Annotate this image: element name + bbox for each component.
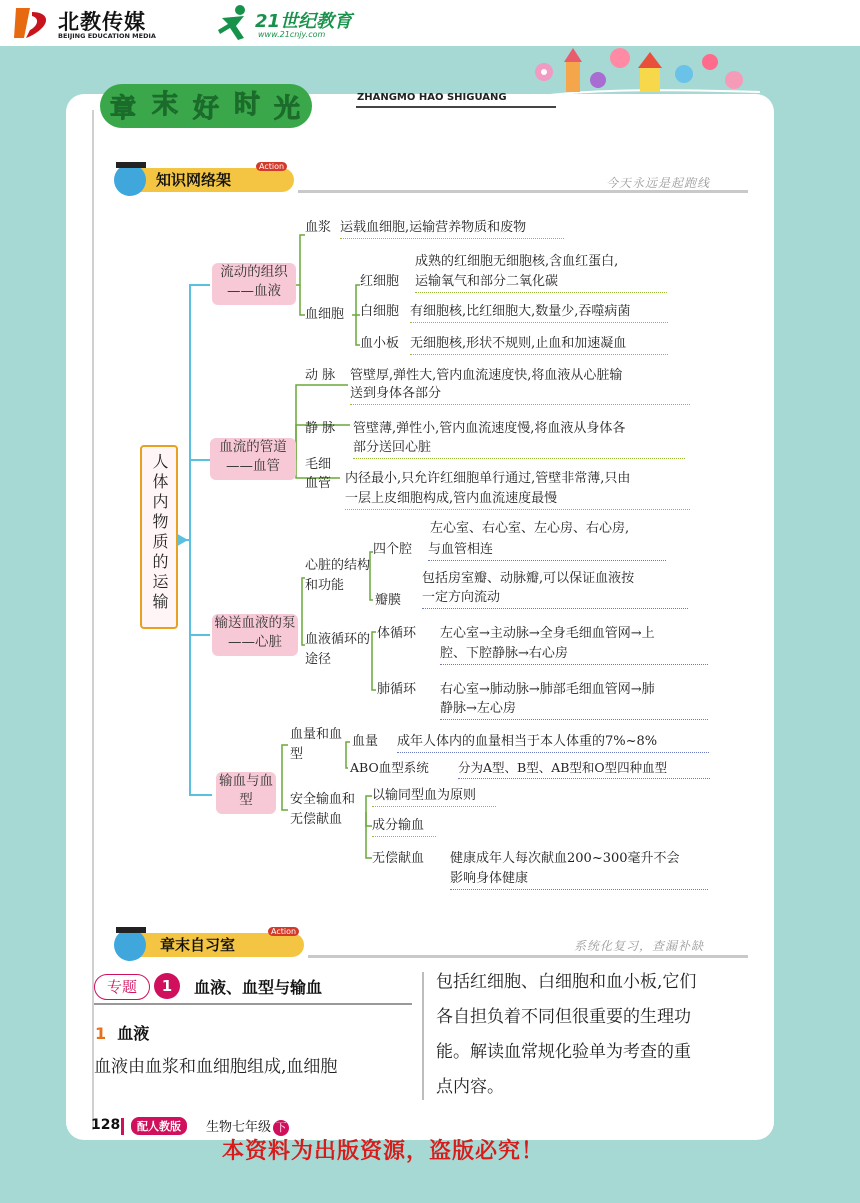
topic-rule — [94, 1003, 412, 1005]
topic-tag: 专题 — [94, 974, 150, 1000]
chapter-subtitle: ZHANGMO HAO SHIGUANG — [357, 92, 507, 103]
topic-header — [94, 973, 412, 1003]
section-selfstudy-rule — [308, 955, 748, 958]
volume-badge: 下 — [273, 1120, 289, 1136]
abo-key: ABO血型系统 — [350, 760, 429, 775]
valve-key: 瓣膜 — [375, 593, 402, 608]
topic-number: 1 — [154, 973, 180, 999]
section-selfstudy-motto: 系统化复习，查漏补缺 — [574, 939, 705, 953]
capillary-desc-1: 内径最小,只允许红细胞单行通过,管壁非常薄,只由 — [345, 471, 631, 486]
systemic-key: 体循环 — [377, 626, 417, 641]
capillary-desc-2: 一层上皮细胞构成,管内血流速度最慢 — [345, 489, 690, 510]
systemic-desc-2: 腔、下腔静脉→右心房 — [440, 644, 708, 665]
right-paragraph — [436, 965, 756, 1105]
subsection-heading — [95, 1021, 149, 1044]
mindmap-root-label: 人体内物质的运输 — [150, 453, 169, 613]
section-knowledge-label: 知识网络架 — [156, 171, 232, 189]
subsection-number: 1 — [95, 1024, 107, 1043]
section-knowledge-action: Action — [256, 162, 287, 171]
valve-desc-2: 一定方向流动 — [422, 588, 688, 609]
blood-volume-key: 血量 — [352, 734, 379, 749]
circulation-key: 血液循环的途径 — [305, 632, 371, 667]
vein-desc-1: 管壁薄,弹性小,管内血流速度慢,将血液从身体各 — [353, 421, 626, 436]
donation-key: 无偿献血 — [372, 851, 425, 866]
right-line-2: 各自担负着不同但很重要的生理功 — [436, 1007, 691, 1027]
capillary-key-1: 毛细 — [305, 457, 332, 472]
column-divider — [422, 972, 424, 1100]
chapter-title-char: 时 — [234, 90, 261, 120]
topic-title: 血液、血型与输血 — [194, 978, 323, 997]
rbc-desc-2: 运输氧气和部分二氧化碳 — [415, 272, 667, 293]
cavity-desc-2: 与血管相连 — [428, 540, 666, 561]
pulmonary-desc-1: 右心室→肺动脉→肺部毛细血管网→肺 — [440, 682, 655, 697]
logo-21cnjy-url: www.21cnjy.com — [258, 30, 326, 39]
section-selfstudy-header — [98, 927, 748, 959]
rbc-key: 红细胞 — [360, 274, 400, 289]
platelet-key: 血小板 — [360, 336, 400, 351]
pulmonary-key: 肺循环 — [377, 682, 417, 697]
logo-beijing-education-text: 北教传媒 — [58, 10, 146, 34]
plasma-desc: 运载血细胞,运输营养物质和废物 — [340, 218, 564, 239]
logo-beijing-education-en: BEIJING EDUCATION MEDIA — [58, 32, 156, 40]
platelet-desc: 无细胞核,形状不规则,止血和加速凝血 — [410, 334, 668, 355]
rbc-desc-1: 成熟的红细胞无细胞核,含血红蛋白, — [415, 254, 619, 269]
artery-key: 动 脉 — [305, 368, 336, 383]
book-name: 生物七年级 — [206, 1120, 272, 1135]
branch-transfusion: 输血与血型 — [216, 772, 276, 814]
safe-transfusion-desc: 以输同型血为原则 — [372, 786, 496, 807]
cavity-desc-1: 左心室、右心室、左心房、右心房, — [430, 521, 630, 536]
chapter-title-char: 末 — [152, 90, 179, 120]
branch-blood: 流动的组织——血液 — [212, 263, 296, 305]
book-title — [206, 1116, 289, 1136]
edition-badge: 配人教版 — [131, 1117, 187, 1135]
logo-21cnjy-text: 21世纪教育 — [255, 11, 353, 32]
wbc-key: 白细胞 — [360, 304, 400, 319]
section-selfstudy-action: Action — [268, 927, 299, 936]
systemic-desc-1: 左心室→主动脉→全身毛细血管网→上 — [440, 626, 655, 641]
blood-volume-desc: 成年人体内的血量相当于本人体重的7%~8% — [397, 732, 709, 753]
section-selfstudy-label: 章末自习室 — [160, 936, 236, 954]
artery-desc-1: 管壁厚,弹性大,管内血流速度快,将血液从心脏输 — [350, 368, 623, 383]
branch-heart: 输送血液的泵——心脏 — [212, 614, 298, 656]
copyright-notice: 本资料为出版资源，盗版必究！ — [222, 1139, 545, 1164]
chapter-title-char: 好 — [193, 94, 220, 124]
component-transfusion: 成分输血 — [372, 816, 436, 837]
volume-type-key: 血量和血型 — [290, 727, 343, 762]
subsection-title: 血液 — [117, 1024, 150, 1043]
page-number: 128 — [91, 1117, 121, 1133]
plasma-key: 血浆 — [305, 220, 332, 235]
chapter-title-char: 光 — [274, 94, 301, 124]
abo-desc: 分为A型、B型、AB型和O型四种血型 — [458, 758, 710, 779]
cavity-key: 四个腔 — [373, 542, 413, 557]
right-line-3: 能。解读血常规化验单为考查的重 — [436, 1042, 691, 1062]
wbc-desc: 有细胞核,比红细胞大,数量少,吞噬病菌 — [410, 302, 668, 323]
branch-vessels: 血流的管道——血管 — [210, 438, 296, 480]
donation-desc-1: 健康成年人每次献血200~300毫升不会 — [450, 851, 680, 866]
pulmonary-desc-2: 静脉→左心房 — [440, 699, 708, 720]
section-knowledge-motto: 今天永远是起跑线 — [606, 176, 711, 190]
capillary-key-2: 血管 — [305, 476, 332, 491]
blood-cells-key: 血细胞 — [305, 307, 345, 322]
valve-desc-1: 包括房室瓣、动脉瓣,可以保证血液按 — [422, 571, 635, 586]
right-line-4: 点内容。 — [436, 1077, 504, 1097]
vein-key: 静 脉 — [305, 421, 336, 436]
chapter-title-char: 章 — [110, 94, 137, 124]
artery-desc-2: 送到身体各部分 — [350, 384, 690, 405]
vein-desc-2: 部分送回心脏 — [353, 438, 685, 459]
footer-bar — [121, 1118, 124, 1135]
donation-desc-2: 影响身体健康 — [450, 869, 708, 890]
mindmap-root — [140, 445, 178, 629]
right-line-1: 包括红细胞、白细胞和血小板,它们 — [436, 972, 697, 992]
left-paragraph: 血液由血浆和血细胞组成,血细胞 — [94, 1057, 338, 1077]
safe-transfusion-key: 安全输血和无偿献血 — [290, 792, 356, 827]
heart-structure-key: 心脏的结构和功能 — [305, 558, 371, 593]
